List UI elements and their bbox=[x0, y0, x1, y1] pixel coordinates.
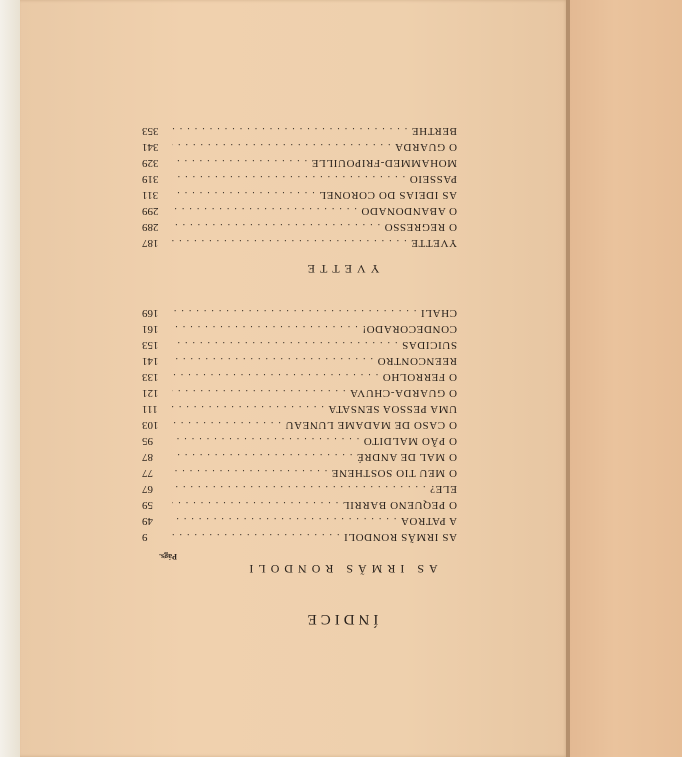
toc-entry-title: SUICIDAS bbox=[401, 339, 457, 351]
toc-entry bbox=[142, 479, 457, 495]
toc-entry-title: AS IDEIAS DO CORONEL bbox=[318, 189, 457, 201]
toc-entry-page: 161 bbox=[142, 323, 159, 335]
toc-entry bbox=[142, 495, 457, 511]
toc-entry-title: ELE? bbox=[429, 483, 457, 495]
toc-entry-page: 187 bbox=[142, 237, 159, 249]
index-title: ÍNDICE bbox=[303, 611, 379, 627]
leader-dots bbox=[172, 435, 359, 446]
toc-entry-page: 49 bbox=[142, 515, 153, 527]
toc-entry bbox=[142, 383, 457, 399]
toc-entry-page: 153 bbox=[142, 339, 159, 351]
leader-dots bbox=[172, 157, 307, 168]
toc-entry-title: REENCONTRO bbox=[377, 355, 457, 367]
toc-entry-page: 87 bbox=[142, 451, 153, 463]
toc-entry bbox=[142, 351, 457, 367]
toc-entry bbox=[142, 217, 457, 233]
toc-entry-title: YVETTE bbox=[410, 237, 457, 249]
toc-entry bbox=[142, 121, 457, 137]
leader-dots bbox=[172, 515, 396, 526]
leader-dots bbox=[172, 403, 324, 414]
toc-entry bbox=[142, 367, 457, 383]
toc-entry bbox=[142, 335, 457, 351]
leader-dots bbox=[172, 141, 390, 152]
toc-entry-title: O MAL DE ANDRÉ bbox=[356, 451, 457, 463]
toc-entry-page: 9 bbox=[142, 531, 148, 543]
leader-dots bbox=[172, 125, 407, 136]
leader-dots bbox=[172, 173, 405, 184]
leader-dots bbox=[172, 387, 345, 398]
section-title-yvette: YVETTE bbox=[302, 262, 380, 276]
toc-entry-title: AS IRMÃS RONDOLI bbox=[343, 531, 457, 543]
leader-dots bbox=[172, 419, 281, 430]
toc-entry-title: CONDECORADO! bbox=[361, 323, 457, 335]
toc-entry-title: O FERROLHO bbox=[382, 371, 457, 383]
toc-entry bbox=[142, 233, 457, 249]
toc-entry bbox=[142, 511, 457, 527]
toc-entry-title: O GUARDA-CHUVA bbox=[349, 387, 457, 399]
leader-dots bbox=[172, 483, 426, 494]
toc-entry-page: 95 bbox=[142, 435, 153, 447]
toc-entry bbox=[142, 201, 457, 217]
toc-entry-page: 121 bbox=[142, 387, 159, 399]
toc-entry bbox=[142, 447, 457, 463]
toc-entry-page: 103 bbox=[142, 419, 159, 431]
toc-entry-page: 77 bbox=[142, 467, 153, 479]
toc-entry-page: 329 bbox=[142, 157, 159, 169]
toc-entry-title: O MEU TIO SOSTHENE bbox=[331, 467, 457, 479]
toc-entry-title: A PATROA bbox=[400, 515, 457, 527]
toc-entry-title: PASSEIO bbox=[409, 173, 457, 185]
toc-entry-title: BERTHE bbox=[411, 125, 457, 137]
toc-entry-title: O CASO DE MADAME LUNEAU bbox=[284, 419, 457, 431]
toc-entry-title: O ABANDONADO bbox=[360, 205, 457, 217]
toc-entry-page: 111 bbox=[142, 403, 158, 415]
toc-entry bbox=[142, 153, 457, 169]
leader-dots bbox=[172, 467, 327, 478]
toc-entry-page: 59 bbox=[142, 499, 153, 511]
toc-entry-page: 133 bbox=[142, 371, 159, 383]
toc-entry-page: 353 bbox=[142, 125, 159, 137]
toc-entry bbox=[142, 185, 457, 201]
toc-entry bbox=[142, 169, 457, 185]
toc-entry bbox=[142, 319, 457, 335]
leader-dots bbox=[172, 189, 315, 200]
toc-entry-title: O PÃO MALDITO bbox=[363, 435, 457, 447]
toc-entry-page: 141 bbox=[142, 355, 159, 367]
toc-entry bbox=[142, 399, 457, 415]
toc-entry-page: 311 bbox=[142, 189, 159, 201]
toc-entry-page: 169 bbox=[142, 307, 159, 319]
toc-entry-page: 299 bbox=[142, 205, 159, 217]
section-title-as-irmas-rondoli: AS IRMÃS RONDOLI bbox=[244, 562, 438, 576]
leader-dots bbox=[172, 323, 358, 334]
toc-entry-title: O GUARDA bbox=[394, 141, 457, 153]
toc-entry bbox=[142, 527, 457, 543]
toc-entry-title: O PEQUENO BARRIL bbox=[342, 499, 457, 511]
leader-dots bbox=[172, 355, 373, 366]
leader-dots bbox=[172, 237, 407, 248]
leader-dots bbox=[172, 221, 380, 232]
toc-entry-title: MOHAMMED-FRIPOUILLE bbox=[311, 157, 457, 169]
toc-entry bbox=[142, 303, 457, 319]
toc-entry-title: CHALI bbox=[420, 307, 457, 319]
toc-entry bbox=[142, 415, 457, 431]
leader-dots bbox=[172, 339, 397, 350]
toc-entry bbox=[142, 431, 457, 447]
leader-dots bbox=[172, 531, 340, 542]
toc-entry-title: UMA PESSOA SENSATA bbox=[327, 403, 457, 415]
leader-dots bbox=[172, 307, 416, 318]
toc-entry-page: 341 bbox=[142, 141, 159, 153]
toc-entry-page: 319 bbox=[142, 173, 159, 185]
toc-entry bbox=[142, 137, 457, 153]
toc-entry-title: O REGRESSO bbox=[384, 221, 457, 233]
pags-label: Págs. bbox=[159, 552, 177, 561]
toc-entry-page: 289 bbox=[142, 221, 159, 233]
toc-entry bbox=[142, 463, 457, 479]
leader-dots bbox=[172, 371, 378, 382]
leader-dots bbox=[172, 205, 357, 216]
leader-dots bbox=[172, 499, 338, 510]
toc-entry-page: 67 bbox=[142, 483, 153, 495]
leader-dots bbox=[172, 451, 352, 462]
